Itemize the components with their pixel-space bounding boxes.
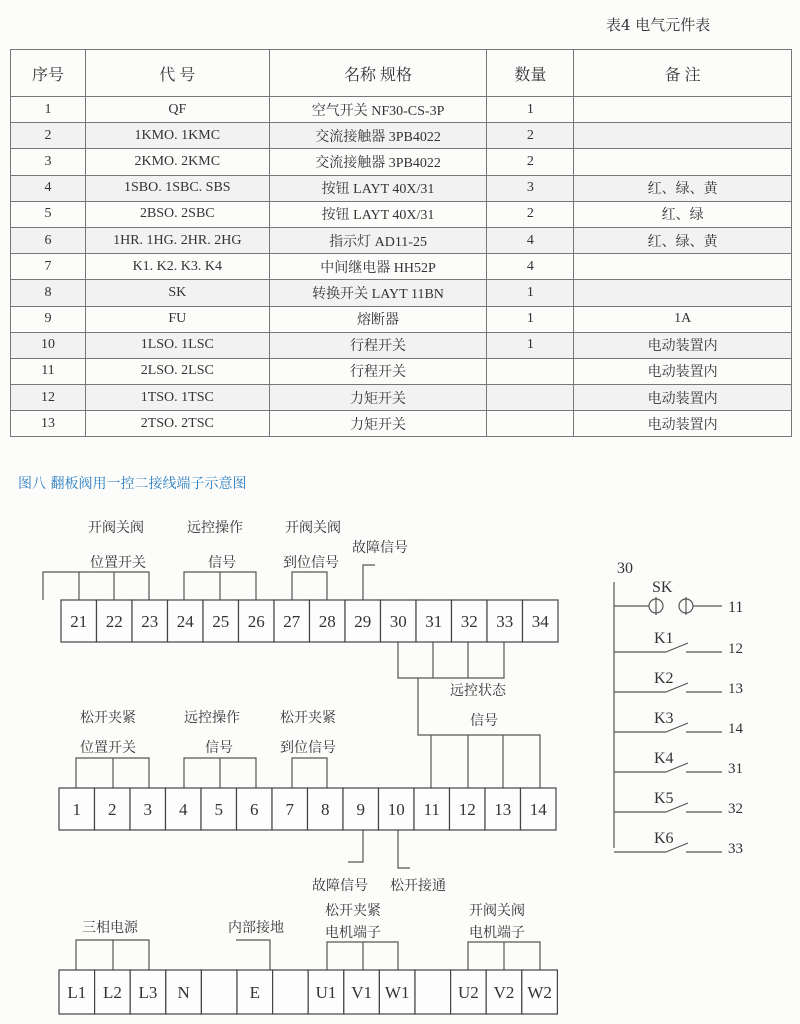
diagram-label: 到位信号	[283, 556, 339, 571]
terminal-box	[273, 970, 309, 1014]
row-remarks: 红、绿、黄	[574, 227, 792, 253]
table-caption: 表4 电气元件表	[606, 16, 711, 34]
terminal-label: 30	[389, 612, 407, 632]
diagram-label: 三相电源	[82, 921, 138, 936]
row-name-spec: 熔断器	[269, 306, 487, 332]
contact-out-label: 13	[728, 681, 743, 697]
diagram-label: 开阀关阀	[88, 521, 144, 536]
diagram-label: 电机端子	[469, 926, 525, 941]
contact-label: K2	[654, 670, 674, 687]
row-index: 8	[11, 280, 86, 306]
contact-out-label: 12	[728, 641, 743, 657]
diagram-label: 开阀关阀	[469, 904, 525, 919]
row-remarks: 电动装置内	[574, 385, 792, 411]
terminal-label: 34	[531, 612, 549, 632]
terminal-box	[415, 970, 451, 1014]
row-code: 1HR. 1HG. 2HR. 2HG	[85, 227, 269, 253]
header-remarks: 备 注	[574, 50, 792, 97]
row-remarks: 电动装置内	[574, 358, 792, 384]
terminal-label: 4	[179, 800, 188, 820]
row-name-spec: 中间继电器 HH52P	[269, 254, 487, 280]
terminal-label: 5	[214, 800, 223, 820]
row-index: 3	[11, 149, 86, 175]
row-code: FU	[85, 306, 269, 332]
row-code: 1KMO. 1KMC	[85, 123, 269, 149]
row-index: 5	[11, 201, 86, 227]
header-quantity: 数量	[487, 50, 574, 97]
terminal-label: 9	[356, 800, 365, 820]
row-name-spec: 力矩开关	[269, 385, 487, 411]
diagram-label: 位置开关	[80, 741, 136, 756]
row-remarks: 电动装置内	[574, 411, 792, 437]
diagram-label: 松开接通	[390, 879, 446, 894]
terminal-label: U2	[458, 983, 479, 1003]
row-name-spec: 力矩开关	[269, 411, 487, 437]
row-remarks: 1A	[574, 306, 792, 332]
contact-label: K4	[654, 750, 674, 767]
diagram-label: 故障信号	[312, 879, 368, 894]
contact-label: K3	[654, 710, 674, 727]
terminal-label: 21	[70, 612, 88, 632]
terminal-label: 2	[108, 800, 117, 820]
diagram-label: 信号	[470, 714, 498, 729]
contact-out-label: 32	[728, 801, 743, 817]
diagram-label: 电机端子	[325, 926, 381, 941]
diagram-label: 信号	[205, 741, 233, 756]
terminal-label: 1	[72, 800, 81, 820]
row-code: K1. K2. K3. K4	[85, 254, 269, 280]
terminal-label: 13	[494, 800, 512, 820]
row-name-spec: 按钮 LAYT 40X/31	[269, 175, 487, 201]
diagram-labels	[80, 519, 525, 941]
row-index: 7	[11, 254, 86, 280]
common-terminal-label: 30	[617, 560, 633, 577]
row-code: 1SBO. 1SBC. SBS	[85, 175, 269, 201]
diagram-label: 到位信号	[280, 741, 336, 756]
terminal-label: 10	[387, 800, 405, 820]
header-index: 序号	[11, 50, 86, 97]
terminal-label: W2	[527, 983, 552, 1003]
row-remarks: 红、绿	[574, 201, 792, 227]
terminal-label: 23	[141, 612, 159, 632]
row-code: 2LSO. 2LSC	[85, 358, 269, 384]
diagram-label: 远控操作	[187, 521, 243, 536]
diagram-label: 远控状态	[450, 684, 506, 699]
diagram-label: 信号	[208, 556, 236, 571]
row-remarks: 红、绿、黄	[574, 175, 792, 201]
row-code: 2TSO. 2TSC	[85, 411, 269, 437]
row-name-spec: 行程开关	[269, 358, 487, 384]
terminal-label: N	[177, 983, 190, 1003]
row-name-spec: 交流接触器 3PB4022	[269, 149, 487, 175]
row-quantity: 1	[487, 332, 574, 358]
row-name-spec: 交流接触器 3PB4022	[269, 123, 487, 149]
terminal-label: V1	[351, 983, 372, 1003]
terminal-label: 31	[425, 612, 443, 632]
diagram-label: 故障信号	[352, 541, 408, 556]
terminal-label: 12	[458, 800, 476, 820]
contact-out-label: 31	[728, 761, 743, 777]
terminal-label: L1	[67, 983, 87, 1003]
contact-label: K6	[654, 830, 674, 847]
row-index: 2	[11, 123, 86, 149]
row-name-spec: 转换开关 LAYT 11BN	[269, 280, 487, 306]
row-code: 1LSO. 1LSC	[85, 332, 269, 358]
contact-label: K1	[654, 630, 674, 647]
row-index: 9	[11, 306, 86, 332]
row-quantity: 2	[487, 149, 574, 175]
row-quantity: 4	[487, 227, 574, 253]
figure-title: 图八 翻板阀用一控二接线端子示意图	[18, 476, 247, 492]
terminal-label: 22	[105, 612, 123, 632]
row-quantity: 4	[487, 254, 574, 280]
terminal-label: W1	[384, 983, 410, 1003]
sk-label: SK	[652, 579, 673, 596]
terminal-label: 27	[283, 612, 301, 632]
terminal-label: V2	[493, 983, 515, 1003]
terminal-label: 24	[176, 612, 194, 632]
diagram-label: 松开夹紧	[80, 711, 136, 726]
contact-label: K5	[654, 790, 674, 807]
terminal-label: L3	[138, 983, 158, 1003]
terminal-label: 7	[285, 800, 294, 820]
terminal-box	[201, 970, 237, 1014]
row-quantity: 2	[487, 201, 574, 227]
row-quantity: 2	[487, 123, 574, 149]
row-index: 12	[11, 385, 86, 411]
row-quantity: 3	[487, 175, 574, 201]
terminal-label: 29	[354, 612, 372, 632]
row-quantity: 1	[487, 280, 574, 306]
header-name-spec: 名称 规格	[269, 50, 487, 97]
terminal-label: 26	[247, 612, 265, 632]
terminal-label: E	[249, 983, 260, 1003]
contact-out-label: 14	[728, 721, 743, 737]
diagram-label: 开阀关阀	[285, 521, 341, 536]
row-remarks: 电动装置内	[574, 332, 792, 358]
diagram-label: 内部接地	[228, 921, 284, 936]
sk-out-label: 11	[728, 599, 744, 616]
switch-diagram	[614, 560, 744, 857]
row-index: 13	[11, 411, 86, 437]
terminal-label: U1	[315, 983, 337, 1003]
terminal-label: 32	[460, 612, 478, 632]
row-index: 11	[11, 358, 86, 384]
row-code: QF	[85, 97, 269, 123]
terminal-label: 28	[318, 612, 336, 632]
terminal-label: 3	[143, 800, 152, 820]
terminal-label: 25	[212, 612, 230, 632]
terminal-label: L2	[102, 983, 122, 1003]
row-name-spec: 空气开关 NF30-CS-3P	[269, 97, 487, 123]
header-code: 代 号	[85, 50, 269, 97]
row-code: SK	[85, 280, 269, 306]
diagram-label: 松开夹紧	[325, 904, 381, 919]
row-quantity: 1	[487, 97, 574, 123]
row-code: 2KMO. 2KMC	[85, 149, 269, 175]
terminal-label: 6	[250, 800, 259, 820]
row-code: 1TSO. 1TSC	[85, 385, 269, 411]
row-index: 1	[11, 97, 86, 123]
row-index: 6	[11, 227, 86, 253]
row-index: 10	[11, 332, 86, 358]
terminal-label: 8	[321, 800, 330, 820]
diagram-label: 松开夹紧	[280, 711, 336, 726]
contact-out-label: 33	[728, 841, 743, 857]
row-name-spec: 指示灯 AD11-25	[269, 227, 487, 253]
row-quantity: 1	[487, 306, 574, 332]
terminal-label: 11	[423, 800, 440, 820]
diagram-label: 远控操作	[184, 711, 240, 726]
row-name-spec: 行程开关	[269, 332, 487, 358]
row-index: 4	[11, 175, 86, 201]
terminal-label: 14	[529, 800, 547, 820]
terminal-label: 33	[496, 612, 514, 632]
row-name-spec: 按钮 LAYT 40X/31	[269, 201, 487, 227]
terminal-blocks	[59, 600, 558, 1014]
diagram-label: 位置开关	[90, 556, 146, 571]
row-code: 2BSO. 2SBC	[85, 201, 269, 227]
